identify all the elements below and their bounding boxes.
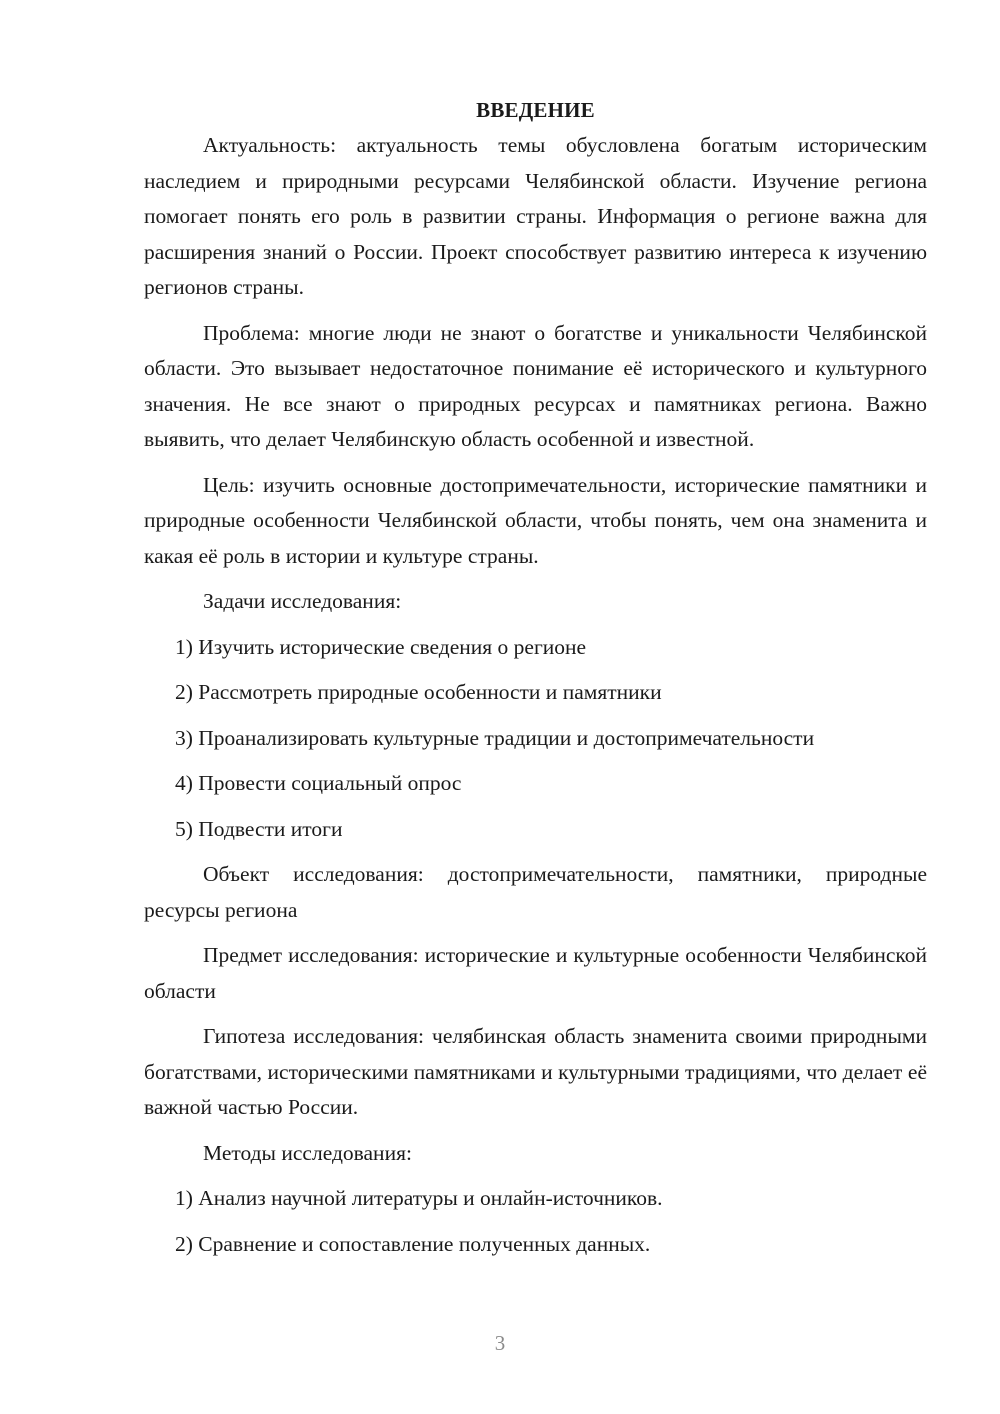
paragraph-subject: Предмет исследования: исторические и культурные особенности Челябинской области: [144, 943, 927, 1003]
list-item: 4) Провести социальный опрос: [175, 771, 462, 795]
tasks-list: [144, 630, 927, 848]
methods-list: [144, 1181, 927, 1262]
paragraph-hypothesis: Гипотеза исследования: челябинская область знаменита своими природными богатствами, историческими памятниками и культурными традициями, что делает её важной частью России.: [144, 1024, 927, 1119]
paragraph-relevance: Актуальность: актуальность темы обусловлена богатым историческим наследием и природными ресурсами Челябинской области. Изучение региона помогает понять его роль в развитии страны. Информация о регионе важна для расширения знаний о России. Проект способствует развитию интереса к изучению регионов страны.: [144, 133, 927, 299]
list-item: 1) Анализ научной литературы и онлайн-источников.: [175, 1186, 663, 1210]
list-item: 5) Подвести итоги: [175, 816, 343, 841]
paragraph-object: Объект исследования: достопримечательности, памятники, природные ресурсы региона: [144, 862, 927, 922]
list-item: 1) Изучить исторические сведения о регионе: [175, 634, 587, 659]
list-item: 2) Сравнение и сопоставление полученных данных.: [175, 1231, 651, 1256]
list-item: 2) Рассмотреть природные особенности и памятники: [175, 680, 662, 704]
document-page: [144, 92, 927, 1272]
tasks-heading: Задачи исследования:: [203, 589, 402, 613]
paragraph-goal: Цель: изучить основные достопримечательности, исторические памятники и природные особенности Челябинской области, чтобы понять, чем она знаменита и какая её роль в истории и культуре страны.: [144, 472, 927, 568]
paragraph-problem: Проблема: многие люди не знают о богатстве и уникальности Челябинской области. Это вызывает недостаточное понимание её исторического и культурного значения. Не все знают о природных ресурсах и памятниках региона. Важно выявить, что делает Челябинскую область особенной и известной.: [144, 320, 927, 451]
page-title: ВВЕДЕНИЕ: [476, 98, 595, 122]
page-number: 3: [494, 1331, 506, 1355]
methods-heading: Методы исследования:: [203, 1140, 412, 1165]
list-item: 3) Проанализировать культурные традиции и достопримечательности: [175, 725, 815, 750]
